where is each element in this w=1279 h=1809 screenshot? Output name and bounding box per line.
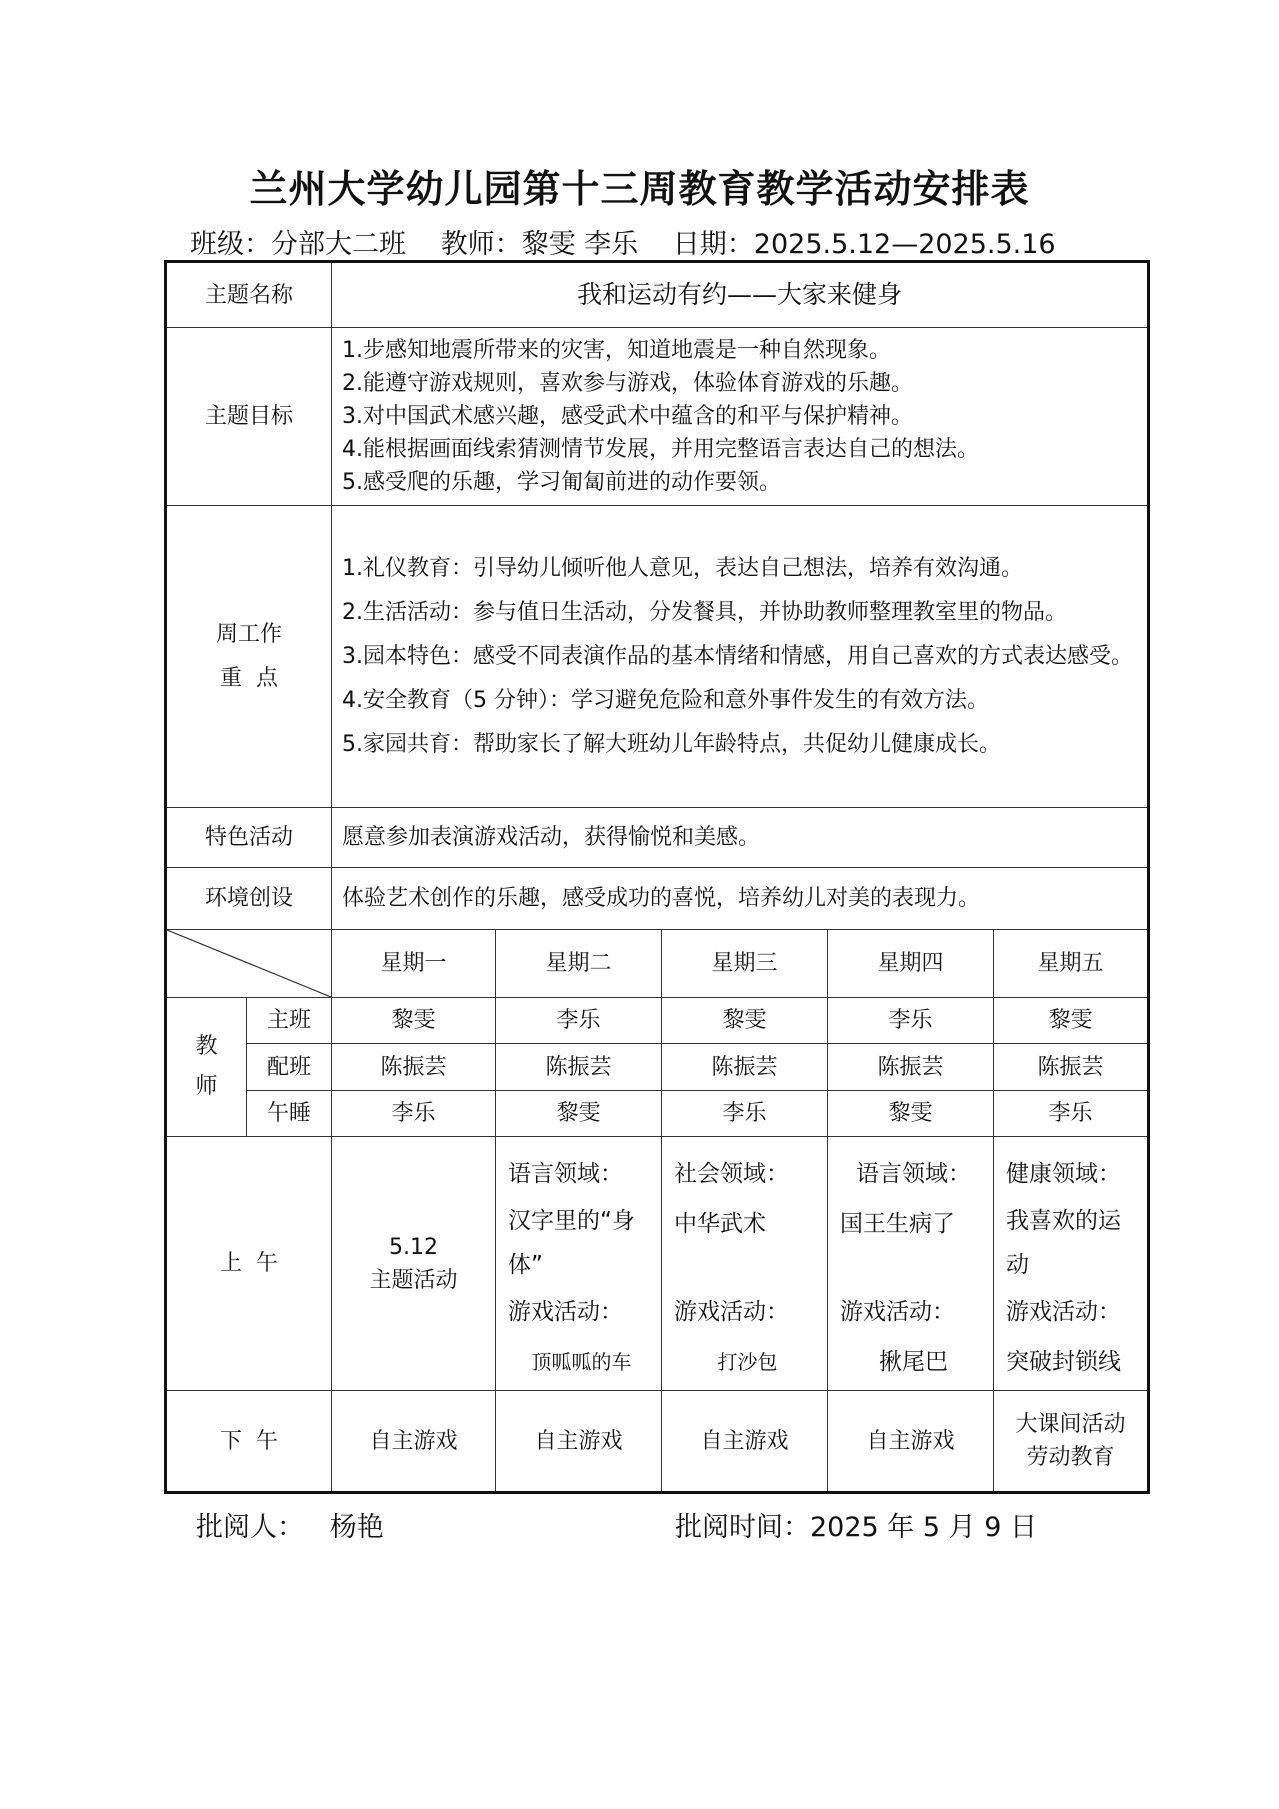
- week-focus-row: [166, 506, 1149, 808]
- focus-item: 1.礼仪教育：引导幼儿倾听他人意见，表达自己想法，培养有效沟通。: [342, 555, 1024, 581]
- theme-label: 主题名称: [166, 262, 332, 328]
- environment-label: 环境创设: [166, 868, 332, 930]
- date-info: 日期：2025.5.12—2025.5.16: [672, 229, 1056, 260]
- morning-game: 突破封锁线: [1006, 1349, 1122, 1375]
- teacher-name: 李乐: [332, 1091, 496, 1137]
- week-focus-content: [332, 506, 1149, 808]
- morning-spacer: [674, 1249, 821, 1287]
- afternoon-tue: 自主游戏: [496, 1391, 662, 1493]
- goal-item: 3.对中国武术感兴趣，感受武术中蕴含的和平与保护精神。: [342, 404, 914, 429]
- goal-item: 5.感受爬的乐趣，学习匍匐前进的动作要领。: [342, 470, 782, 495]
- page-title: 兰州大学幼儿园第十三周教育教学活动安排表: [249, 167, 1030, 211]
- week-focus-label-line1: 周工作: [216, 621, 283, 647]
- teacher-name: 陈振芸: [332, 1044, 496, 1091]
- morning-game: 打沙包: [717, 1350, 778, 1374]
- morning-domain: 语言领域：: [508, 1161, 624, 1187]
- day-header: 星期一: [332, 930, 496, 998]
- special-label: 特色活动: [166, 808, 332, 868]
- afternoon-row: [166, 1391, 1149, 1493]
- morning-game: 揪尾巴: [879, 1349, 949, 1375]
- morning-fri: [994, 1137, 1149, 1391]
- goals-content: [332, 328, 1149, 506]
- teacher-name: 陈振芸: [662, 1044, 828, 1091]
- teacher-role: 午睡: [247, 1091, 332, 1137]
- teacher-label: [166, 998, 247, 1137]
- afternoon-label: 下 午: [166, 1391, 332, 1493]
- morning-game-label: 游戏活动：: [1006, 1299, 1122, 1325]
- teacher-name: 陈振芸: [828, 1044, 994, 1091]
- morning-label: 上 午: [166, 1137, 332, 1391]
- teacher-name: 李乐: [662, 1091, 828, 1137]
- focus-item: 5.家园共育：帮助家长了解大班幼儿年龄特点，共促幼儿健康成长。: [342, 731, 1002, 757]
- teacher-name: 陈振芸: [994, 1044, 1149, 1091]
- teacher-info: 教师：黎雯 李乐: [440, 229, 639, 260]
- teacher-label-line1: 教: [195, 1034, 218, 1059]
- diagonal-header-cell: [166, 930, 332, 998]
- morning-topic: 我喜欢的运动: [1006, 1208, 1122, 1278]
- teacher-name: 李乐: [496, 998, 662, 1044]
- schedule-table: [164, 260, 1150, 1494]
- class-info: 班级：分部大二班: [190, 229, 406, 260]
- morning-spacer: [840, 1249, 987, 1287]
- afternoon-fri-line1: 大课间活动: [1015, 1412, 1126, 1437]
- week-focus-label-line2: 重 点: [220, 665, 278, 691]
- goal-item: 2.能遵守游戏规则，喜欢参与游戏，体验体育游戏的乐趣。: [342, 371, 914, 396]
- morning-game-label: 游戏活动：: [840, 1299, 956, 1325]
- focus-item: 2.生活活动：参与值日生活动，分发餐具，并协助教师整理教室里的物品。: [342, 599, 1068, 625]
- morning-tue: [496, 1137, 662, 1391]
- goal-item: 1.步感知地震所带来的灾害，知道地震是一种自然现象。: [342, 338, 892, 363]
- afternoon-wed: 自主游戏: [662, 1391, 828, 1493]
- environment-value: 体验艺术创作的乐趣，感受成功的喜悦，培养幼儿对美的表现力。: [332, 868, 1149, 930]
- afternoon-thu: 自主游戏: [828, 1391, 994, 1493]
- diagonal-line: [167, 930, 331, 997]
- week-focus-label: [166, 506, 332, 808]
- teacher-row-main: [166, 998, 1149, 1044]
- teacher-name: 黎雯: [332, 998, 496, 1044]
- morning-game-label: 游戏活动：: [508, 1299, 624, 1325]
- special-value: 愿意参加表演游戏活动，获得愉悦和美感。: [332, 808, 1149, 868]
- special-row: [166, 808, 1149, 868]
- morning-topic: 汉字里的“身体”: [508, 1208, 635, 1278]
- teacher-row-assist: [166, 1044, 1149, 1091]
- afternoon-mon: 自主游戏: [332, 1391, 496, 1493]
- theme-row: [166, 262, 1149, 328]
- subtitle: [190, 222, 1140, 261]
- morning-game: 顶呱呱的车: [531, 1350, 632, 1374]
- morning-mon: [332, 1137, 496, 1391]
- teacher-name: 黎雯: [662, 998, 828, 1044]
- afternoon-fri: [994, 1391, 1149, 1493]
- theme-value: 我和运动有约——大家来健身: [332, 262, 1149, 328]
- teacher-name: 李乐: [994, 1091, 1149, 1137]
- morning-domain: 社会领域：: [674, 1161, 790, 1187]
- day-header: 星期二: [496, 930, 662, 998]
- morning-row: [166, 1137, 1149, 1391]
- morning-topic: 中华武术: [674, 1211, 767, 1237]
- teacher-name: 李乐: [828, 998, 994, 1044]
- teacher-row-nap: [166, 1091, 1149, 1137]
- morning-mon-date: 5.12: [389, 1234, 438, 1260]
- morning-topic: 国王生病了: [840, 1211, 956, 1237]
- goals-row: [166, 328, 1149, 506]
- day-header: 星期四: [828, 930, 994, 998]
- teacher-role: 配班: [247, 1044, 332, 1091]
- environment-row: [166, 868, 1149, 930]
- teacher-name: 黎雯: [994, 998, 1149, 1044]
- teacher-name: 陈振芸: [496, 1044, 662, 1091]
- morning-thu: [828, 1137, 994, 1391]
- morning-domain: 健康领域：: [1006, 1161, 1122, 1187]
- morning-game-label: 游戏活动：: [674, 1299, 790, 1325]
- days-header-row: [166, 930, 1149, 998]
- morning-domain: 语言领域：: [856, 1161, 972, 1187]
- day-header: 星期三: [662, 930, 828, 998]
- morning-mon-activity: 主题活动: [369, 1267, 458, 1293]
- teacher-name: 黎雯: [496, 1091, 662, 1137]
- teacher-name: 黎雯: [828, 1091, 994, 1137]
- teacher-label-line2: 师: [195, 1074, 218, 1099]
- focus-item: 4.安全教育（5 分钟）：学习避免危险和意外事件发生的有效方法。: [342, 687, 989, 713]
- reviewer: 批阅人： 杨艳: [196, 1512, 384, 1543]
- review-time: 批阅时间：2025 年 5 月 9 日: [675, 1512, 1037, 1543]
- teacher-role: 主班: [247, 998, 332, 1044]
- goal-item: 4.能根据画面线索猜测情节发展，并用完整语言表达自己的想法。: [342, 437, 980, 462]
- morning-wed: [662, 1137, 828, 1391]
- afternoon-fri-line2: 劳动教育: [1026, 1445, 1115, 1470]
- focus-item: 3.园本特色：感受不同表演作品的基本情绪和情感，用自己喜欢的方式表达感受。: [342, 643, 1134, 669]
- goals-label: 主题目标: [166, 328, 332, 506]
- day-header: 星期五: [994, 930, 1149, 998]
